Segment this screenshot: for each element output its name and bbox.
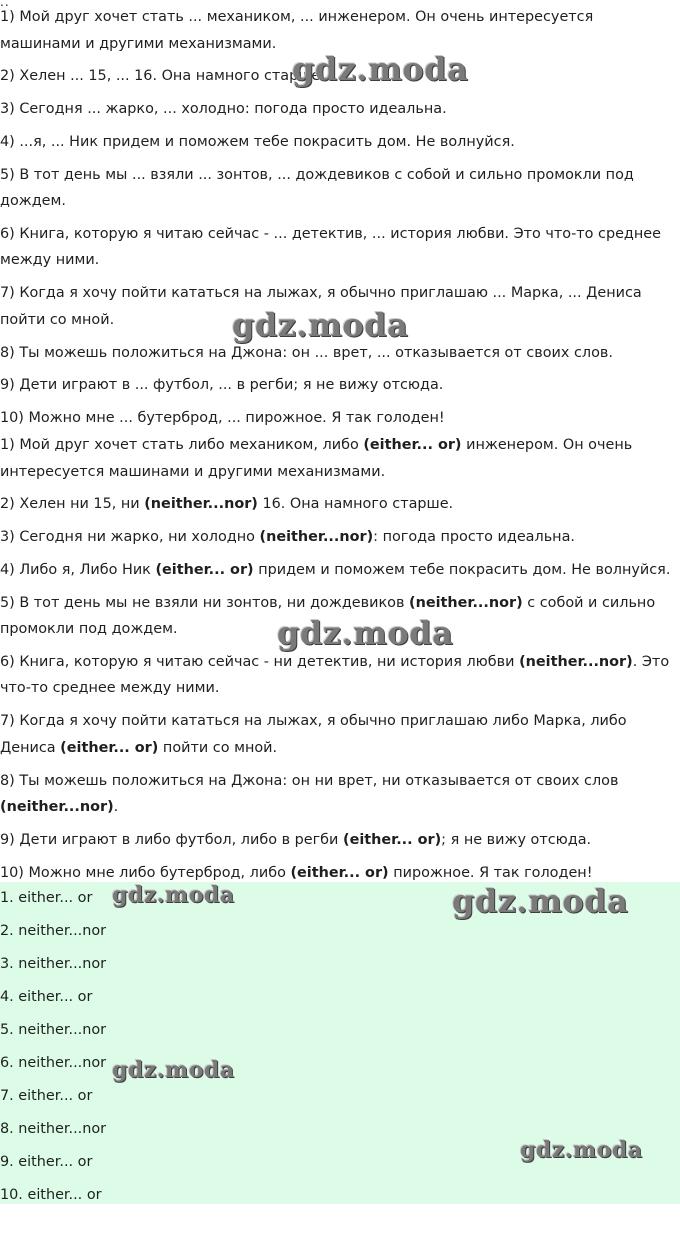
question-item: 10) Можно мне ... бутерброд, ... пирожное. Я так голоден! — [0, 410, 445, 427]
watermark-logo: gdz.moda — [277, 614, 454, 652]
key-item: 4. either... or — [0, 989, 93, 1005]
answer-text: 6) Книга, которую я читаю сейчас - ни детектив, ни история любви — [0, 653, 520, 670]
key-item: 2. neither...nor — [0, 923, 107, 939]
answer-text: 4) Либо я, Либо Ник — [0, 561, 156, 578]
answer-text: 2) Хелен ни 15, ни — [0, 496, 145, 513]
answer-hint: (neither...nor) — [144, 496, 258, 513]
watermark-logo: gdz.moda — [232, 306, 409, 344]
question-item: 3) Сегодня ... жарко, ... холодно: погода просто идеальна. — [0, 101, 447, 118]
watermark-logo: gdz.moda — [292, 50, 469, 88]
question-item: 2) Хелен ... 15, ... 16. Она намного старше. — [0, 68, 325, 85]
answer-hint: (either... or) — [60, 739, 159, 756]
answers-section — [0, 432, 676, 892]
question-item: 4) ...я, ... Ник придем и поможем тебе покрасить дом. Не волнуйся. — [0, 133, 515, 150]
answer-item — [0, 827, 676, 860]
key-item: 8. neither...nor — [0, 1121, 107, 1137]
answer-item — [0, 524, 676, 557]
question-item: 6) Книга, которую я читаю сейчас - ... детектив, ... история любви. Это что-то среднее между ними. — [0, 225, 661, 269]
answer-text: 10) Можно мне либо бутерброд, либо — [0, 864, 291, 881]
answer-item — [0, 649, 676, 708]
watermark-logo: gdz.moda — [112, 882, 235, 908]
answer-text: 3) Сегодня ни жарко, ни холодно — [0, 529, 260, 546]
answer-text: 9) Дети играют в либо футбол, либо в регби — [0, 831, 343, 848]
answer-hint: (neither...nor) — [519, 653, 633, 670]
answer-item — [0, 557, 676, 590]
question-item: 7) Когда я хочу пойти кататься на лыжах, я обычно приглашаю ... Марка, ... Дениса пойти со мной. — [0, 285, 642, 328]
answer-hint: (neither...nor) — [409, 594, 523, 611]
watermark-logo: gdz.moda — [520, 1137, 643, 1163]
answer-text: пойти со мной. — [158, 739, 278, 756]
answer-text: с собой и сильно промокли под дождем. — [0, 594, 656, 638]
answer-item — [0, 432, 676, 491]
answer-text: . Это что-то среднее между ними. — [0, 653, 670, 697]
question-item: 9) Дети играют в ... футбол, ... в регби; я не вижу отсюда. — [0, 377, 444, 394]
watermark-logo: gdz.moda — [452, 882, 629, 920]
key-item: 1. either... or — [0, 890, 93, 906]
answer-hint: (either... or) — [363, 437, 462, 453]
key-item: 7. either... or — [0, 1088, 93, 1104]
answer-text: 1) Мой друг хочет стать либо механиком, либо — [0, 437, 364, 453]
key-item: 9. either... or — [0, 1154, 93, 1170]
answer-hint: (either... or) — [155, 561, 254, 578]
answer-hint: (neither...nor) — [0, 799, 114, 816]
answer-text: 8) Ты можешь положиться на Джона: он ни врет, ни отказывается от своих слов — [0, 772, 619, 789]
answer-text: . — [113, 799, 119, 816]
key-item: 3. neither...nor — [0, 956, 107, 972]
answer-hint: (either... or) — [343, 831, 442, 848]
answer-hint: (either... or) — [290, 864, 389, 881]
answer-text: : погода просто идеальна. — [373, 529, 575, 546]
answer-text: придем и поможем тебе покрасить дом. Не волнуйся. — [253, 561, 671, 578]
answer-text: 7) Когда я хочу пойти кататься на лыжах, я обычно приглашаю либо Марка, либо Дениса — [0, 713, 627, 756]
answer-item — [0, 491, 676, 524]
question-item: 1) Мой друг хочет стать ... механиком, ... инженером. Он очень интересуется машинами и другими механизмами. — [0, 9, 594, 52]
answer-text: инженером. Он очень интересуется машинами и другими механизмами. — [0, 437, 633, 480]
answer-item — [0, 708, 676, 767]
answer-text: пирожное. Я так голоден! — [388, 864, 593, 881]
question-item: 8) Ты можешь положиться на Джона: он ... врет, ... отказывается от своих слов. — [0, 344, 613, 361]
answer-hint: (neither...nor) — [259, 529, 374, 546]
key-item: 5. neither...nor — [0, 1022, 107, 1038]
key-item: 6. neither...nor — [0, 1055, 107, 1071]
answer-text: 5) В тот день мы не взяли ни зонтов, ни дождевиков — [0, 594, 410, 611]
question-item: 5) В тот день мы ... взяли ... зонтов, ... дождевиков с собой и сильно промокли под дождем. — [0, 166, 634, 210]
top-marker: .. — [0, 0, 10, 9]
answer-text: ; я не вижу отсюда. — [441, 831, 592, 848]
watermark-logo: gdz.moda — [112, 1057, 235, 1083]
key-item: 10. either... or — [0, 1187, 102, 1203]
answer-item — [0, 768, 676, 827]
answer-text: 16. Она намного старше. — [257, 496, 454, 513]
